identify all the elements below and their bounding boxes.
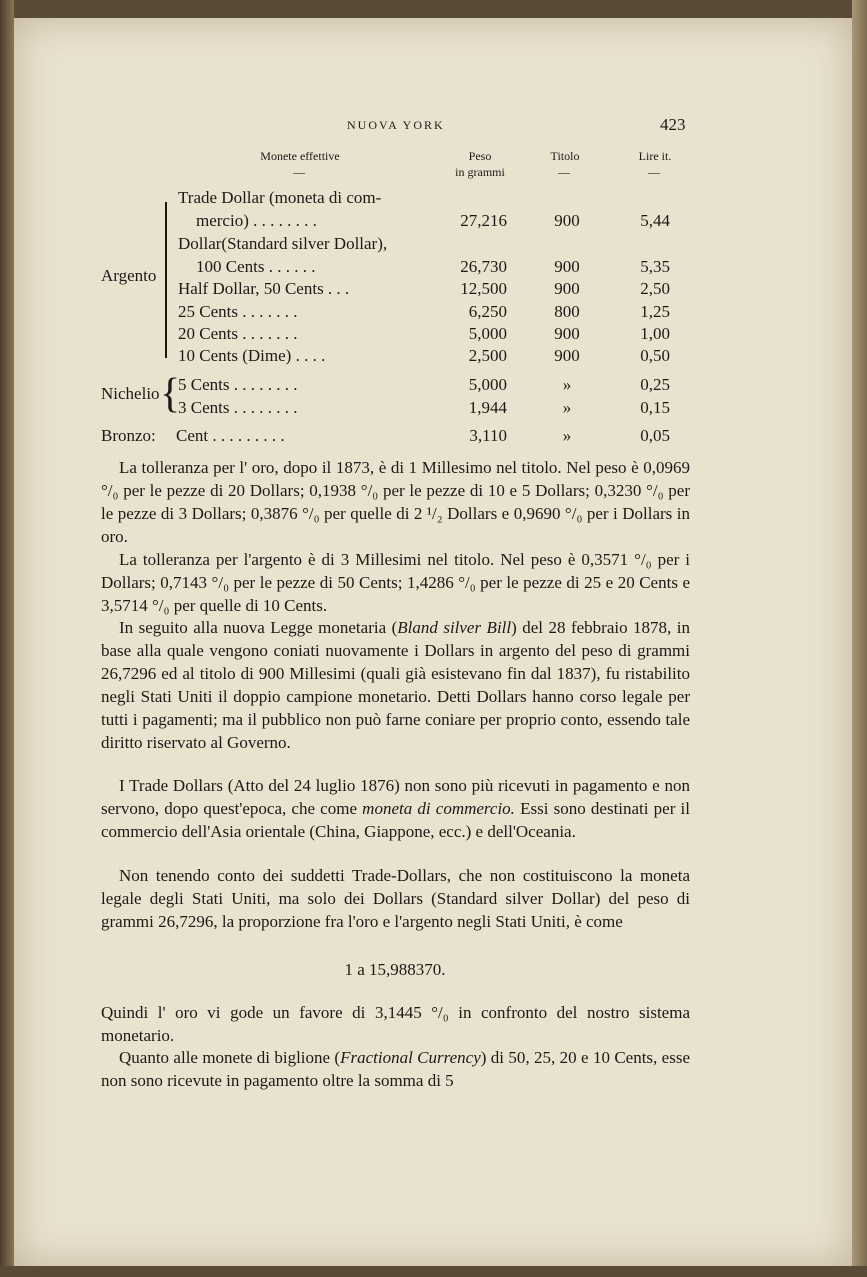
paragraph-gold-tolerance: La tolleranza per l' oro, dopo il 1873, è di 1 Millesimo nel titolo. Nel peso è 0,0969 °/₀ per le pezze di 20 Dollars; 0,1938 °/₀ per le pezze di 10 e 5 Dollars; 0,3230 °/₀ per le pezze di 3 Dollars; 0,3876 °/₀ per quelle di 2 ¹/₂ Dollars e 0,9690 °/₀ per i Dollars in oro.: [101, 458, 690, 546]
paragraph-monetary-law: In seguito alla nuova Legge monetaria (Bland silver Bill) del 28 febbraio 1878, in base alla quale vengono coniati nuovamente i Dollars in argento del peso di grammi 26,7296 ed al titolo di 900 Millesimi (quali già esistevano fin dal 1837), fu ristabilito negli Stati Uniti il doppio campione monetario. Detti Dollars hanno corso legale per tutti i pagamenti; ma il pubblico non può farne coniare per proprio conto, essendo tale diritto riservato al Governo.: [101, 618, 690, 752]
col-dash-coins: —: [293, 165, 305, 179]
col-dash-fineness: —: [558, 165, 570, 179]
paragraph-gold-silver-ratio: Non tenendo conto dei suddetti Trade-Dollars, che non costituiscono la moneta legale degli Stati Uniti, ma solo dei Dollars (Standard silver Dollar) del peso di grammi 26,7296, la proporzione fra l'oro e l'argento negli Stati Uniti, è come: [101, 866, 690, 931]
brace-nickel: {: [160, 371, 181, 417]
col-header-fineness: Titolo: [550, 149, 580, 163]
row-5-cents: 5 Cents . . . . . . . .: [178, 375, 298, 394]
row-20-cents: 20 Cents . . . . . . .: [178, 324, 298, 343]
group-label-bronze: Bronzo:: [101, 426, 156, 445]
col-header-coins: Monete effettive: [260, 149, 340, 163]
row-standard-dollar-line1: Dollar(Standard silver Dollar),: [178, 234, 388, 253]
fineness-trade-dollar: 900: [554, 211, 580, 230]
fineness-3-cents: »: [562, 398, 572, 417]
fineness-20-cents: 900: [554, 324, 580, 343]
group-label-nickel: Nichelio: [101, 384, 160, 403]
weight-10-cents: 2,500: [468, 346, 507, 365]
ratio-value: 1 a 15,988370.: [344, 960, 446, 979]
paragraph-silver-tolerance: La tolleranza per l'argento è di 3 Millesimi nel titolo. Nel peso è 0,3571 °/₀ per i Dollars; 0,7143 °/₀ per le pezze di 50 Cents; 1,4286 °/₀ per le pezze di 25 e 20 Cents e 3,5714 °/₀ per quelle di 10 Cents.: [101, 550, 690, 615]
weight-half-dollar: 12,500: [460, 279, 507, 298]
book-right-edge: [852, 0, 867, 1277]
lire-25-cents: 1,25: [640, 302, 670, 321]
lire-trade-dollar: 5,44: [640, 211, 670, 230]
weight-20-cents: 5,000: [468, 324, 507, 343]
book-spine: [0, 0, 14, 1277]
paragraph-fractional-currency: Quanto alle monete di biglione (Fractional Currency) di 50, 25, 20 e 10 Cents, esse non sono ricevute in pagamento oltre la somma di 5: [101, 1048, 690, 1090]
weight-standard-dollar: 26,730: [460, 257, 507, 276]
col-dash-lire: —: [648, 165, 660, 179]
lire-3-cents: 0,15: [640, 398, 670, 417]
col-header-weight: Peso: [468, 149, 492, 163]
fineness-half-dollar: 900: [554, 279, 580, 298]
weight-trade-dollar: 27,216: [460, 211, 507, 230]
row-cent: Cent . . . . . . . . .: [176, 426, 285, 445]
col-header-lire: Lire it.: [638, 149, 672, 163]
book-top-edge: [0, 0, 867, 18]
weight-cent: 3,110: [469, 426, 507, 445]
lire-20-cents: 1,00: [640, 324, 670, 343]
lire-half-dollar: 2,50: [640, 279, 670, 298]
row-3-cents: 3 Cents . . . . . . . .: [178, 398, 298, 417]
row-trade-dollar-line2: mercio) . . . . . . . .: [196, 211, 317, 230]
weight-25-cents: 6,250: [468, 302, 507, 321]
row-half-dollar: Half Dollar, 50 Cents . . .: [178, 279, 350, 298]
group-label-silver: Argento: [101, 266, 157, 285]
row-25-cents: 25 Cents . . . . . . .: [178, 302, 298, 321]
fineness-standard-dollar: 900: [554, 257, 580, 276]
lire-cent: 0,05: [640, 426, 670, 445]
lire-10-cents: 0,50: [640, 346, 670, 365]
lire-standard-dollar: 5,35: [640, 257, 670, 276]
bracket-silver: [165, 202, 167, 358]
col-header-weight-sub: in grammi: [455, 165, 505, 179]
fineness-5-cents: »: [562, 375, 572, 394]
fineness-10-cents: 900: [554, 346, 580, 365]
paragraph-trade-dollars: I Trade Dollars (Atto del 24 luglio 1876) non sono più ricevuti in pagamento e non servono, dopo quest'epoca, che come moneta di commercio. Essi sono destinati per il commercio dell'Asia orientale (China, Giappone, ecc.) e dell'Oceania.: [101, 776, 690, 841]
weight-5-cents: 5,000: [468, 375, 507, 394]
lire-5-cents: 0,25: [640, 375, 670, 394]
weight-3-cents: 1,944: [468, 398, 507, 417]
fineness-cent: »: [562, 426, 572, 445]
row-10-cents: 10 Cents (Dime) . . . .: [178, 346, 326, 365]
paragraph-gold-favor: Quindi l' oro vi gode un favore di 3,1445 °/₀ in confronto del nostro sistema monetario.: [101, 1003, 690, 1045]
row-standard-dollar-line2: 100 Cents . . . . . .: [196, 257, 316, 276]
row-trade-dollar-line1: Trade Dollar (moneta di com-: [178, 188, 382, 207]
running-title: NUOVA YORK: [347, 118, 445, 132]
book-bottom-edge: [0, 1266, 867, 1277]
fineness-25-cents: 800: [554, 302, 580, 321]
page-number: 423: [660, 115, 686, 134]
